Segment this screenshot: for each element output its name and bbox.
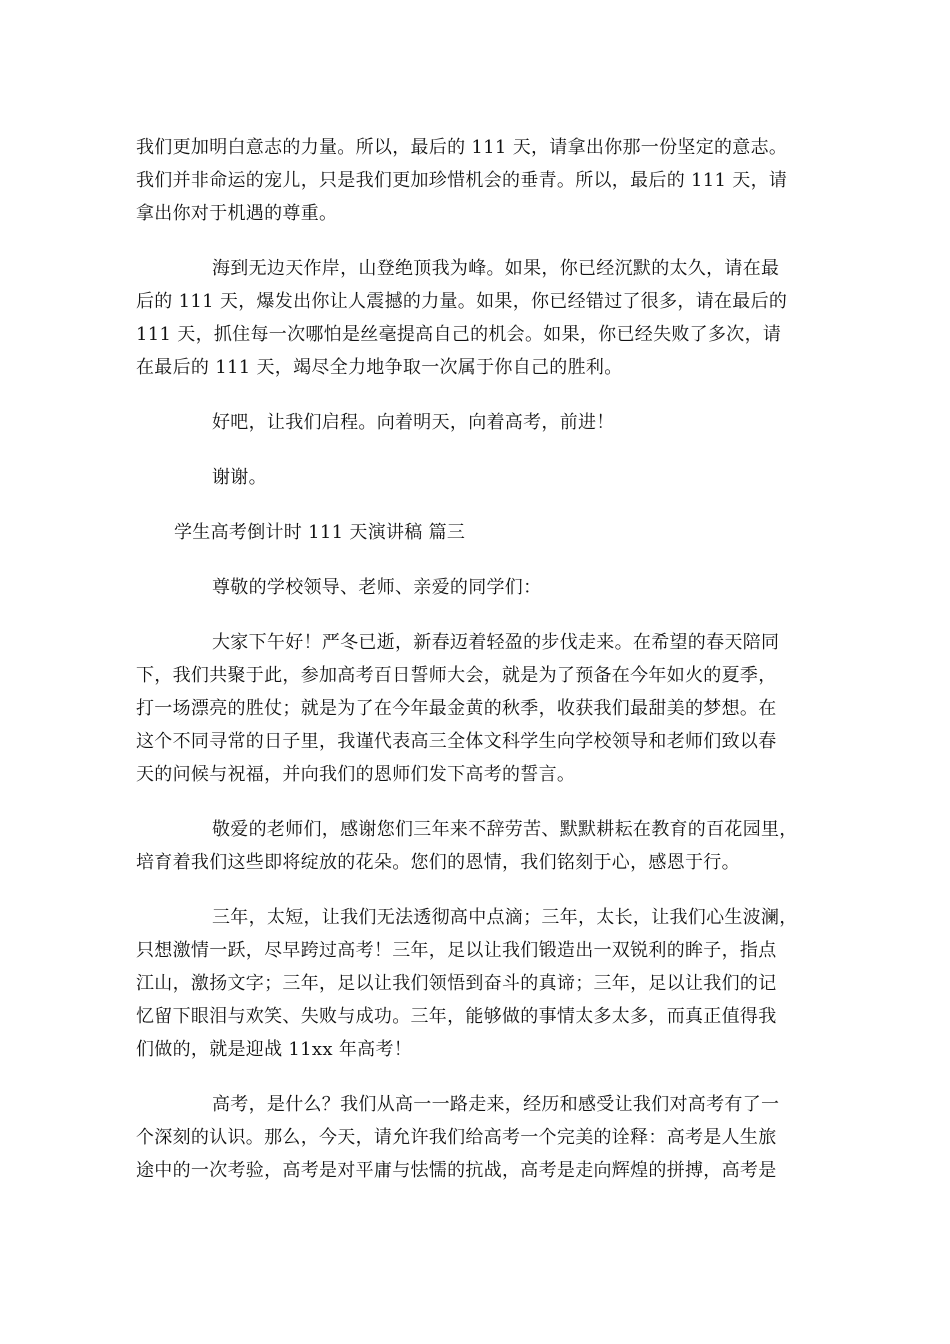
text-line: 尊敬的学校领导、老师、亲爱的同学们： xyxy=(212,577,542,598)
text-line: 培育着我们这些即将绽放的花朵。您们的恩情，我们铭刻于心，感恩于行。 xyxy=(136,852,740,873)
text-line: 打一场漂亮的胜仗；就是为了在今年最金黄的秋季，收获我们最甜美的梦想。在 xyxy=(136,698,777,719)
text-line: 111 天，抓住每一次哪怕是丝毫提高自己的机会。如果，你已经失败了多次，请 xyxy=(136,324,782,345)
text-line: 在最后的 111 天，竭尽全力地争取一次属于你自己的胜利。 xyxy=(136,357,623,378)
text-line: 个深刻的认识。那么，今天，请允许我们给高考一个完美的诠释：高考是人生旅 xyxy=(136,1127,777,1148)
text-line: 天的问候与祝福，并向我们的恩师们发下高考的誓言。 xyxy=(136,764,576,785)
text-line: 后的 111 天，爆发出你让人震撼的力量。如果，你已经错过了很多，请在最后的 xyxy=(136,291,788,312)
section-title-text: 学生高考倒计时 111 天演讲稿 篇三 xyxy=(174,522,466,543)
text-line: 江山，激扬文字；三年，足以让我们领悟到奋斗的真谛；三年，足以让我们的记 xyxy=(136,973,777,994)
text-line: 拿出你对于机遇的尊重。 xyxy=(136,203,338,224)
text-line: 只想激情一跃，尽早跨过高考！三年，足以让我们锻造出一双锐利的眸子，指点 xyxy=(136,940,777,961)
text-line: 高考，是什么？我们从高一一路走来，经历和感受让我们对高考有了一 xyxy=(212,1094,780,1115)
text-line: 这个不同寻常的日子里，我谨代表高三全体文科学生向学校领导和老师们致以春 xyxy=(136,731,777,752)
text-line: 们做的，就是迎战 11xx 年高考！ xyxy=(136,1039,413,1060)
text-line: 下，我们共聚于此，参加高考百日誓师大会，就是为了预备在今年如火的夏季， xyxy=(136,665,777,686)
text-line: 谢谢。 xyxy=(212,467,267,488)
text-line: 好吧，让我们启程。向着明天，向着高考，前进！ xyxy=(212,412,615,433)
text-line: 三年，太短，让我们无法透彻高中点滴；三年，太长，让我们心生波澜， xyxy=(212,907,798,928)
text-line: 途中的一次考验，高考是对平庸与怯懦的抗战，高考是走向辉煌的拼搏，高考是 xyxy=(136,1160,777,1181)
text-line: 大家下午好！严冬已逝，新春迈着轻盈的步伐走来。在希望的春天陪同 xyxy=(212,632,780,653)
text-line: 忆留下眼泪与欢笑、失败与成功。三年，能够做的事情太多太多，而真正值得我 xyxy=(136,1006,777,1027)
text-line: 敬爱的老师们，感谢您们三年来不辞劳苦、默默耕耘在教育的百花园里， xyxy=(212,819,798,840)
text-line: 我们并非命运的宠儿，只是我们更加珍惜机会的垂青。所以，最后的 111 天，请 xyxy=(136,170,788,191)
text-line: 海到无边天作岸，山登绝顶我为峰。如果，你已经沉默的太久，请在最 xyxy=(212,258,780,279)
text-line: 我们更加明白意志的力量。所以，最后的 111 天，请拿出你那一份坚定的意志。 xyxy=(136,137,788,158)
